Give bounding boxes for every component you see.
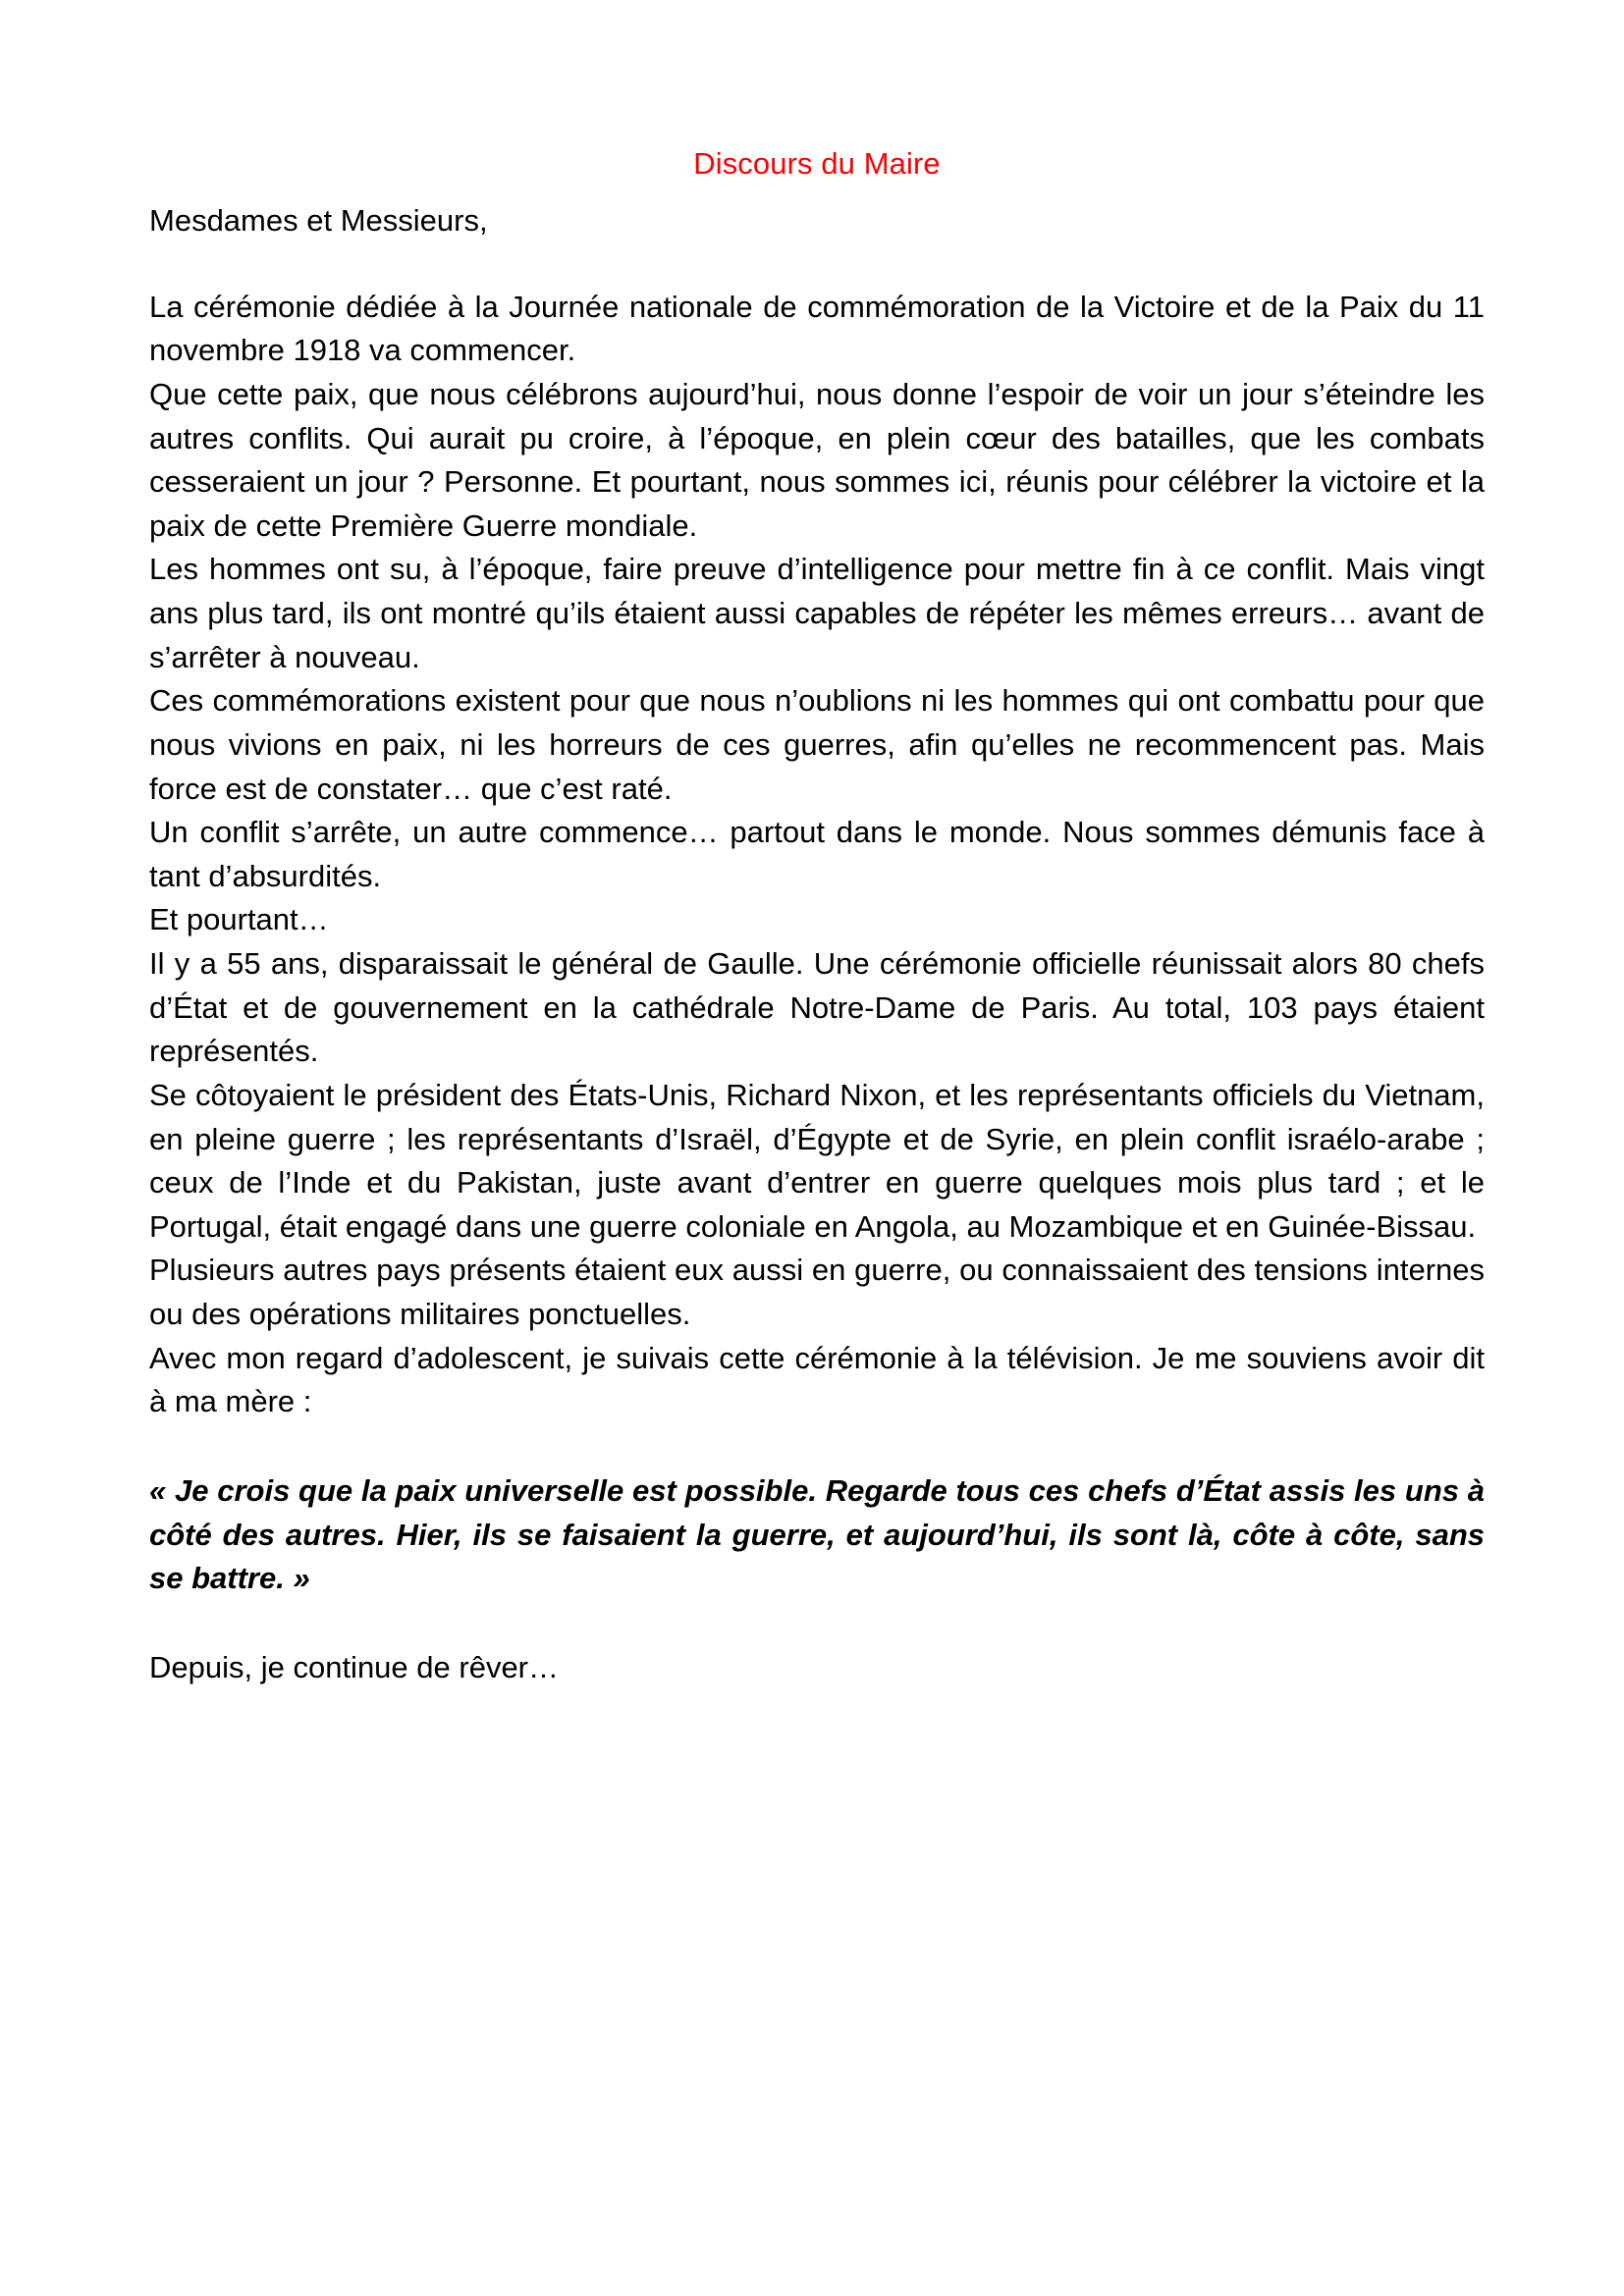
salutation-line: Mesdames et Messieurs, xyxy=(149,202,488,238)
paragraph-et-pourtant: Et pourtant… xyxy=(149,902,329,937)
blank-line-after-salutation xyxy=(149,242,1485,286)
paragraph-general-de-gaulle: Il y a 55 ans, disparaissait le général de Gaulle. Une cérémonie officielle réunissait alors 80 chefs d’État et de gouvernement en la cathédrale Notre-Dame de Paris. Au total, 103 pays étaient représentés. xyxy=(149,946,1485,1069)
paragraph-ces-commemorations: Ces commémorations existent pour que nous n’oublions ni les hommes qui ont combattu pour que nous vivions en paix, ni les horreurs de ces guerres, afin qu’elles ne recommencent pas. Mais force est de constater… que c’est raté. xyxy=(149,683,1485,806)
paragraph-regard-adolescent: Avec mon regard d’adolescent, je suivais cette cérémonie à la télévision. Je me souviens avoir dit à ma mère : xyxy=(149,1340,1485,1419)
blank-line-before-quote xyxy=(149,1424,1485,1469)
quote-block: « Je crois que la paix universelle est possible. Regarde tous ces chefs d’État assis les uns à côté des autres. Hier, ils se faisaient la guerre, et aujourd’hui, ils sont là, côte à côte, sans se battre. » xyxy=(149,1472,1485,1596)
paragraph-un-conflit-sarrete: Un conflit s’arrête, un autre commence… partout dans le monde. Nous sommes démunis face à tant d’absurdités. xyxy=(149,815,1485,893)
paragraph-se-cotoyaient: Se côtoyaient le président des États-Unis, Richard Nixon, et les représentants officiels du Vietnam, en pleine guerre ; les représentants d’Israël, d’Égypte et de Syrie, en plein conflit israélo-arabe ; ceux de l’Inde et du Pakistan, juste avant d’entrer en guerre quelques mois plus tard ; et le Portugal, était engagé dans une guerre coloniale en Angola, au Mozambique et en Guinée-Bissau. xyxy=(149,1077,1485,1244)
paragraph-que-cette-paix: Que cette paix, que nous célébrons aujourd’hui, nous donne l’espoir de voir un jour s’éteindre les autres conflits. Qui aurait pu croire, à l’époque, en plein cœur des batailles, que les combats cesseraient un jour ? Personne. Et pourtant, nous sommes ici, réunis pour célébrer la victoire et la paix de cette Première Guerre mondiale. xyxy=(149,376,1485,543)
paragraph-plusieurs-autres-pays: Plusieurs autres pays présents étaient eux aussi en guerre, ou connaissaient des tensions internes ou des opérations militaires ponctuelles. xyxy=(149,1253,1485,1332)
document-content xyxy=(149,147,1485,1689)
blank-line-after-quote xyxy=(149,1601,1485,1646)
page-title: Discours du Maire xyxy=(693,146,941,181)
paragraph-ceremonie-dediee: La cérémonie dédiée à la Journée nationale de commémoration de la Victoire et de la Paix du 11 novembre 1918 va commencer. xyxy=(149,289,1485,368)
paragraph-les-hommes-ont-su: Les hommes ont su, à l’époque, faire preuve d’intelligence pour mettre fin à ce conflit. Mais vingt ans plus tard, ils ont montré qu’ils étaient aussi capables de répéter les mêmes erreurs… avant de s’arrêter à nouveau. xyxy=(149,552,1485,674)
closing-line: Depuis, je continue de rêver… xyxy=(149,1649,560,1684)
